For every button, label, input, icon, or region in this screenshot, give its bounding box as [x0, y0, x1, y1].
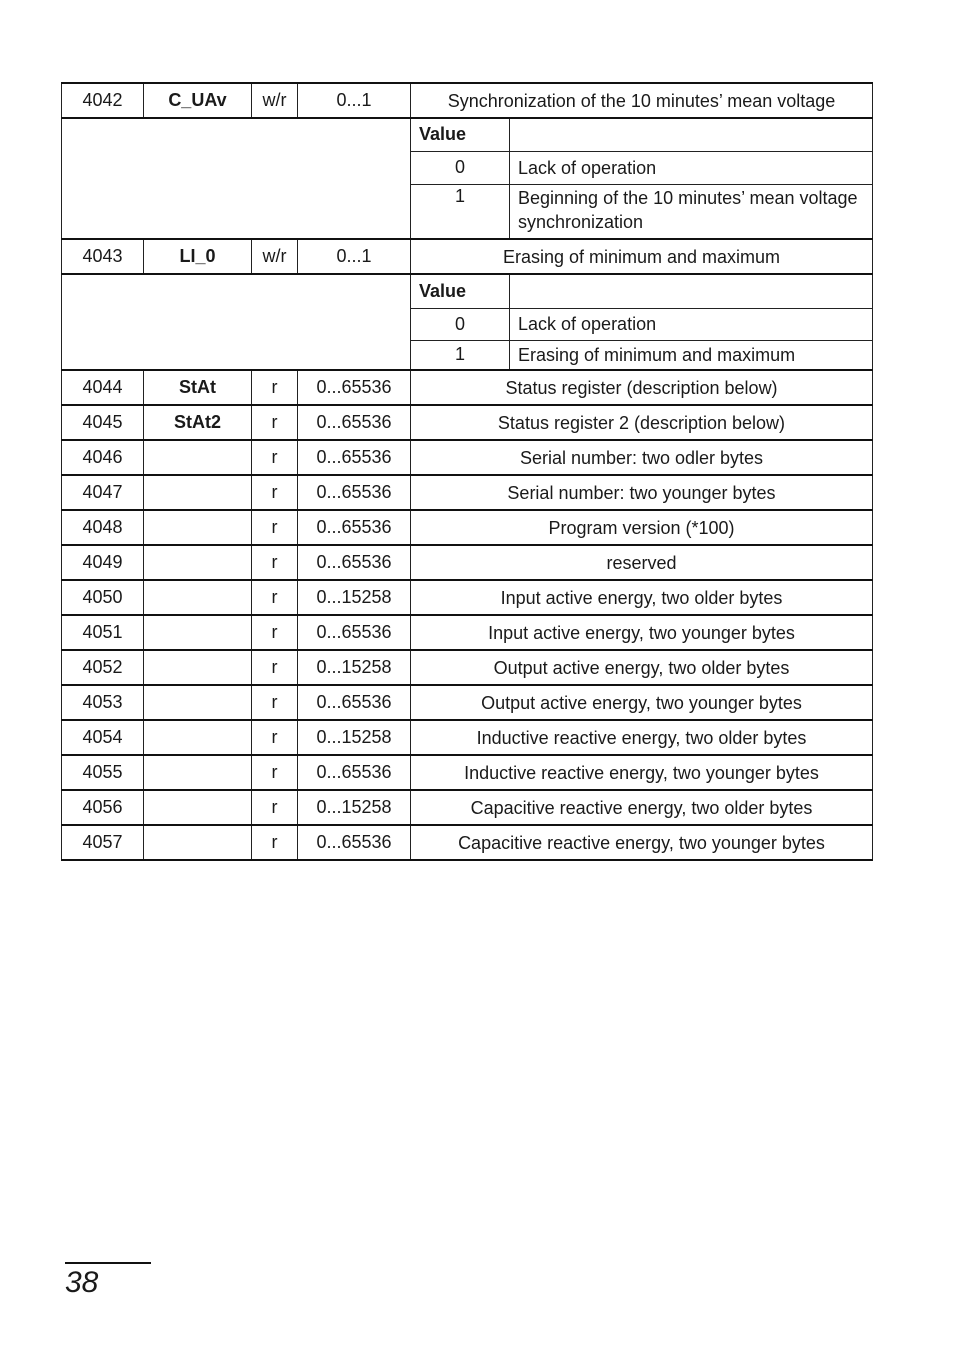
blank-cell	[62, 118, 411, 239]
value-header-blank	[510, 275, 873, 308]
register-range: 0...15258	[298, 580, 411, 615]
register-range: 0...65536	[298, 685, 411, 720]
value-header: Value	[411, 119, 510, 151]
table-row	[62, 580, 873, 615]
register-range: 0...65536	[298, 615, 411, 650]
register-table	[61, 82, 873, 861]
register-name	[144, 580, 252, 615]
value-subtable	[411, 275, 872, 369]
value-row	[411, 184, 872, 238]
register-access: r	[252, 650, 298, 685]
table-row	[62, 825, 873, 860]
register-name: C_UAv	[144, 83, 252, 118]
register-access: r	[252, 685, 298, 720]
simple-rows	[62, 370, 873, 860]
blank-cell	[62, 274, 411, 370]
register-name: LI_0	[144, 239, 252, 274]
register-access: r	[252, 790, 298, 825]
register-access: r	[252, 545, 298, 580]
table-row	[62, 650, 873, 685]
table-row	[62, 685, 873, 720]
value-subtable-row	[62, 274, 873, 370]
value-code: 0	[411, 151, 510, 184]
register-access: r	[252, 440, 298, 475]
register-range: 0...65536	[298, 545, 411, 580]
register-address: 4055	[62, 755, 144, 790]
page-number: 38	[65, 1266, 99, 1299]
value-row	[411, 151, 872, 184]
value-subtable-cell	[411, 274, 873, 370]
register-name	[144, 790, 252, 825]
register-address: 4042	[62, 83, 144, 118]
value-header-blank	[510, 119, 873, 151]
register-address: 4044	[62, 370, 144, 405]
footer-rule	[65, 1262, 151, 1264]
register-range: 0...65536	[298, 825, 411, 860]
register-range: 0...1	[298, 239, 411, 274]
value-meaning: Lack of operation	[510, 308, 873, 340]
register-description: Serial number: two odler bytes	[411, 440, 873, 475]
register-description: Inductive reactive energy, two younger bytes	[411, 755, 873, 790]
value-meaning: Lack of operation	[510, 151, 873, 184]
value-subtable-cell	[411, 118, 873, 239]
register-description: Output active energy, two younger bytes	[411, 685, 873, 720]
register-description: reserved	[411, 545, 873, 580]
table-row	[62, 405, 873, 440]
register-description: Input active energy, two older bytes	[411, 580, 873, 615]
register-name	[144, 650, 252, 685]
table-row	[62, 790, 873, 825]
register-address: 4049	[62, 545, 144, 580]
register-range: 0...15258	[298, 790, 411, 825]
register-description: Input active energy, two younger bytes	[411, 615, 873, 650]
register-access: r	[252, 510, 298, 545]
register-range: 0...65536	[298, 405, 411, 440]
register-name: StAt2	[144, 405, 252, 440]
register-address: 4047	[62, 475, 144, 510]
value-header: Value	[411, 275, 510, 308]
table-row	[62, 545, 873, 580]
register-address: 4057	[62, 825, 144, 860]
value-meaning: Beginning of the 10 minutes’ mean voltage synchronization	[518, 187, 858, 232]
register-description: Capacitive reactive energy, two younger bytes	[411, 825, 873, 860]
table-row	[62, 755, 873, 790]
value-meaning: Erasing of minimum and maximum	[518, 344, 796, 365]
table-row	[62, 440, 873, 475]
register-name	[144, 720, 252, 755]
register-name	[144, 685, 252, 720]
register-name	[144, 475, 252, 510]
register-access: r	[252, 475, 298, 510]
register-name: StAt	[144, 370, 252, 405]
register-description: Status register (description below)	[411, 370, 873, 405]
register-description: Capacitive reactive energy, two older bytes	[411, 790, 873, 825]
value-code: 0	[411, 308, 510, 340]
register-name	[144, 510, 252, 545]
value-code: 1	[411, 184, 510, 238]
register-address: 4056	[62, 790, 144, 825]
register-name	[144, 825, 252, 860]
register-name	[144, 615, 252, 650]
register-access: r	[252, 580, 298, 615]
value-code: 1	[411, 340, 510, 369]
table-row	[62, 615, 873, 650]
table-row	[62, 475, 873, 510]
register-access: r	[252, 615, 298, 650]
value-header-row	[411, 119, 872, 151]
register-address: 4051	[62, 615, 144, 650]
value-subtable	[411, 119, 872, 238]
register-range: 0...65536	[298, 440, 411, 475]
register-range: 0...65536	[298, 475, 411, 510]
register-description: Synchronization of the 10 minutes’ mean voltage	[411, 83, 873, 118]
register-address: 4048	[62, 510, 144, 545]
value-subtable-row	[62, 118, 873, 239]
register-description: Serial number: two younger bytes	[411, 475, 873, 510]
register-access: r	[252, 825, 298, 860]
table-row	[62, 720, 873, 755]
register-address: 4043	[62, 239, 144, 274]
register-range: 0...65536	[298, 755, 411, 790]
register-address: 4045	[62, 405, 144, 440]
table-row	[62, 83, 873, 118]
register-name	[144, 755, 252, 790]
register-description: Output active energy, two older bytes	[411, 650, 873, 685]
register-address: 4053	[62, 685, 144, 720]
register-access: w/r	[252, 239, 298, 274]
register-range: 0...1	[298, 83, 411, 118]
register-name	[144, 440, 252, 475]
register-description: Erasing of minimum and maximum	[411, 239, 873, 274]
register-address: 4046	[62, 440, 144, 475]
register-range: 0...15258	[298, 650, 411, 685]
register-address: 4054	[62, 720, 144, 755]
table-row	[62, 370, 873, 405]
register-description: Inductive reactive energy, two older bytes	[411, 720, 873, 755]
register-range: 0...15258	[298, 720, 411, 755]
value-row	[411, 340, 872, 369]
register-range: 0...65536	[298, 370, 411, 405]
register-address: 4050	[62, 580, 144, 615]
register-description: Program version (*100)	[411, 510, 873, 545]
register-access: r	[252, 405, 298, 440]
table-row	[62, 510, 873, 545]
register-name	[144, 545, 252, 580]
register-access: r	[252, 720, 298, 755]
register-access: r	[252, 370, 298, 405]
register-description: Status register 2 (description below)	[411, 405, 873, 440]
register-access: r	[252, 755, 298, 790]
register-address: 4052	[62, 650, 144, 685]
register-access: w/r	[252, 83, 298, 118]
table-row	[62, 239, 873, 274]
value-row	[411, 308, 872, 340]
value-header-row	[411, 275, 872, 308]
register-range: 0...65536	[298, 510, 411, 545]
